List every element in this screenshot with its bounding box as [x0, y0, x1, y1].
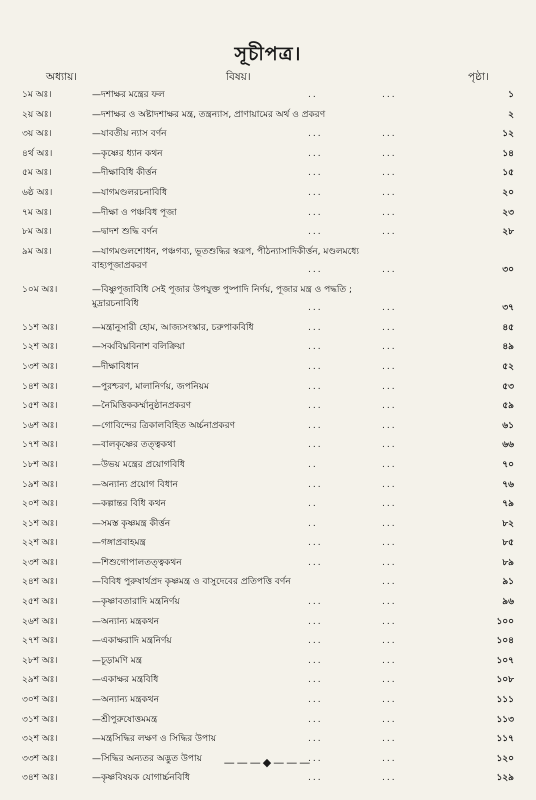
- leader-dots: ...: [308, 597, 323, 608]
- chapter-number: ১৮শ অঃ।: [22, 459, 58, 470]
- chapter-subject: —বিবিধ পুরুষার্থপ্রদ কৃষ্ণমন্ত্র ও বাসুদেবের প্রতিপত্তি বর্ণন: [92, 577, 291, 588]
- leader-dots: ...: [308, 381, 323, 392]
- chapter-subject: —সমস্ত কৃষ্ণমন্ত্র কীর্ত্তন: [92, 518, 171, 529]
- leader-dots: ...: [308, 616, 323, 627]
- page-number: ২০: [502, 187, 514, 198]
- chapter-subject: —দীক্ষা ও পঞ্চবিধ পূজা: [92, 207, 177, 218]
- leader-dots: ...: [308, 440, 323, 451]
- contents-row: [0, 769, 536, 789]
- chapter-number: ১২শ অঃ।: [22, 342, 58, 353]
- chapter-subject: —শ্রীপুরুষোত্তমমন্ত্র: [92, 714, 158, 725]
- chapter-subject: —দ্বাদশ শুদ্ধি বর্ণন: [92, 227, 158, 238]
- chapter-number: ২২শ অঃ।: [22, 538, 58, 549]
- contents-row: [0, 515, 536, 535]
- contents-row: [0, 613, 536, 633]
- chapter-subject: —কৃষ্ণাবতারাদি মন্ত্রনির্ণয়: [92, 597, 180, 608]
- page-number: ২৮: [502, 227, 514, 238]
- chapter-number: ১১শ অঃ।: [22, 322, 58, 333]
- chapter-number: ২৫শ অঃ।: [22, 597, 58, 608]
- leader-dots: ...: [308, 187, 323, 198]
- chapter-number: ৩০শ অঃ।: [22, 695, 58, 706]
- leader-dots: ...: [308, 557, 323, 568]
- contents-row: [0, 319, 536, 339]
- leader-dots: ...: [308, 148, 323, 159]
- header-page: পৃষ্ঠা।: [468, 71, 489, 83]
- page-number: ৮৯: [502, 557, 514, 568]
- chapter-subject: —গোবিন্দের ত্রিকালবিহিত অর্চ্চনাপ্রকরণ: [92, 420, 236, 431]
- leader-dots: ...: [382, 322, 397, 333]
- contents-row: [0, 417, 536, 437]
- leader-dots: ..: [308, 90, 318, 100]
- page-number: ১০৪: [496, 636, 514, 647]
- page-number: ২: [508, 109, 514, 120]
- leader-dots: ...: [382, 227, 397, 238]
- chapter-number: ২১শ অঃ।: [22, 518, 58, 529]
- leader-dots: ...: [382, 714, 397, 725]
- leader-dots: ..: [308, 459, 318, 470]
- page-number: ৩০: [502, 264, 514, 275]
- leader-dots: ...: [382, 148, 397, 159]
- leader-dots: ...: [382, 616, 397, 627]
- leader-dots: ...: [382, 401, 397, 412]
- leader-dots: ...: [382, 597, 397, 608]
- chapter-subject: —কৃষ্ণের ধ্যান কথন: [92, 148, 163, 159]
- leader-dots: ...: [308, 302, 323, 313]
- chapter-number: ৮ম অঃ।: [22, 227, 52, 238]
- chapter-subject-line2: মুদ্রারচনাবিধি: [92, 298, 139, 309]
- chapter-number: ২৬শ অঃ।: [22, 616, 58, 627]
- leader-dots: ...: [308, 675, 323, 686]
- page-number: ৭৯: [502, 499, 514, 510]
- chapter-number: ১৯শ অঃ।: [22, 479, 58, 490]
- chapter-number: ১৫শ অঃ।: [22, 401, 58, 412]
- page-number: ১২০: [496, 753, 514, 764]
- chapter-number: ২৭শ অঃ।: [22, 636, 58, 647]
- chapter-subject: —দীক্ষাবিধান: [92, 361, 139, 372]
- chapter-subject: —চূড়ামণি মন্ত্র: [92, 655, 143, 666]
- page-number: ৫২: [502, 361, 514, 372]
- header-subject: বিষয়।: [226, 71, 251, 83]
- contents-row: [0, 730, 536, 750]
- chapter-number: ১৩শ অঃ।: [22, 361, 58, 372]
- leader-dots: ...: [382, 753, 397, 764]
- page-number: ৪৯: [502, 342, 514, 353]
- page-number: ৫৩: [502, 381, 514, 392]
- chapter-subject: —একাক্ষরাদি মন্ত্রনির্ণয়: [92, 636, 172, 647]
- header-chapter: অধ্যায়।: [46, 71, 78, 83]
- chapter-number: ২৮শ অঃ।: [22, 655, 58, 666]
- chapter-subject: —উভয় মন্ত্রের প্রয়োগবিধি: [92, 459, 185, 470]
- leader-dots: ...: [382, 187, 397, 198]
- page-number: ৩৭: [502, 302, 514, 313]
- leader-dots: ...: [308, 168, 323, 179]
- contents-row: [0, 164, 536, 184]
- page-number: ৭০: [502, 459, 514, 470]
- chapter-subject-line1: —যাগমণ্ডলশোধন, পঞ্চগব্য, ভূতশুদ্ধির স্বরূপ, পীঠন্যাসাদিকীর্ত্তন, মণ্ডলমধ্যে: [92, 246, 359, 257]
- leader-dots: ..: [308, 518, 318, 529]
- chapter-subject: —দশাক্ষর মন্ত্রের ফল: [92, 90, 165, 100]
- chapter-number: ৪র্থ অঃ।: [22, 148, 53, 159]
- leader-dots: ...: [308, 264, 323, 275]
- contents-row: [0, 378, 536, 398]
- contents-row: [0, 125, 536, 145]
- leader-dots: ...: [308, 773, 323, 784]
- leader-dots: ...: [382, 459, 397, 470]
- chapter-number: ১৬শ অঃ।: [22, 420, 58, 431]
- contents-list: [0, 86, 536, 789]
- leader-dots: ...: [308, 129, 323, 140]
- contents-row: [0, 534, 536, 554]
- contents-row: [0, 223, 536, 243]
- chapter-number: ২৩শ অঃ।: [22, 557, 58, 568]
- contents-row: [0, 456, 536, 476]
- leader-dots: ...: [382, 264, 397, 275]
- chapter-number: ১৭শ অঃ।: [22, 440, 58, 451]
- chapter-number: ২য় অঃ।: [22, 109, 52, 120]
- chapter-number: ৩২শ অঃ।: [22, 734, 58, 745]
- leader-dots: ...: [382, 440, 397, 451]
- chapter-subject: —নৈমিত্তিককর্ম্মানুষ্ঠানপ্রকরণ: [92, 401, 192, 412]
- page-number: ১: [508, 90, 514, 100]
- page-number: ২৩: [502, 207, 514, 218]
- chapter-number: ১ম অঃ।: [22, 90, 52, 100]
- leader-dots: ...: [382, 129, 397, 140]
- chapter-number: ৩৪শ অঃ।: [22, 773, 58, 784]
- page-number: ১০৭: [496, 655, 514, 666]
- leader-dots: ...: [382, 479, 397, 490]
- contents-row: [0, 593, 536, 613]
- chapter-subject: —যাগমণ্ডলরচনাবিধি: [92, 187, 168, 198]
- footer-ornament: ———◆———: [223, 756, 313, 769]
- chapter-subject: —মন্ত্রসিদ্ধির লক্ষণ ও সিদ্ধির উপায়: [92, 734, 217, 745]
- chapter-number: ২৯শ অঃ।: [22, 675, 58, 686]
- leader-dots: ...: [382, 420, 397, 431]
- leader-dots: ...: [382, 361, 397, 372]
- page-number: ৯৬: [502, 597, 514, 608]
- leader-dots: ...: [382, 90, 397, 100]
- contents-row: [0, 671, 536, 691]
- page-number: ১১৭: [496, 734, 514, 745]
- chapter-number: ৯ম অঃ।: [22, 246, 52, 257]
- chapter-number: ৩১শ অঃ।: [22, 714, 58, 725]
- page-title: সূচীপত্র।: [234, 43, 302, 65]
- leader-dots: ...: [308, 753, 323, 764]
- leader-dots: ...: [308, 695, 323, 706]
- chapter-number: ১০ম অঃ।: [22, 284, 58, 295]
- leader-dots: ...: [308, 714, 323, 725]
- chapter-subject: —অন্যান্য মন্ত্রকথন: [92, 695, 159, 706]
- leader-dots: ...: [382, 207, 397, 218]
- chapter-subject: —পুরশ্চরণ, মালানির্ণয়, জপনিয়ম: [92, 381, 210, 392]
- leader-dots: ...: [308, 342, 323, 353]
- chapter-subject: —দশাক্ষর ও অষ্টাদশাক্ষর মন্ত্র, তন্ত্রন্যাস, প্রাণায়ামের অর্থ ও প্রকরণ: [92, 109, 326, 120]
- chapter-subject: —বালকৃষ্ণের তত্ত্বকথা: [92, 440, 176, 451]
- contents-row: [0, 243, 536, 281]
- contents-row: [0, 86, 536, 106]
- leader-dots: ...: [382, 302, 397, 313]
- leader-dots: ...: [382, 577, 397, 588]
- contents-row: [0, 711, 536, 731]
- contents-row: [0, 554, 536, 574]
- leader-dots: ...: [382, 381, 397, 392]
- contents-row: [0, 338, 536, 358]
- chapter-subject: —যাবতীয় ন্যাস বর্ণন: [92, 129, 167, 140]
- chapter-number: ৩য় অঃ।: [22, 129, 52, 140]
- chapter-subject: —সর্ব্ববিঘ্নবিনাশ বলিক্রিয়া: [92, 342, 185, 353]
- leader-dots: ...: [382, 342, 397, 353]
- page-number: ৬৬: [502, 440, 514, 451]
- contents-row: [0, 204, 536, 224]
- chapter-subject: —অন্যান্য মন্ত্রকথন: [92, 616, 159, 627]
- leader-dots: ...: [308, 636, 323, 647]
- chapter-subject: —অন্যান্য প্রয়োগ বিধান: [92, 479, 178, 490]
- page-number: ১২: [502, 129, 514, 140]
- leader-dots: ...: [308, 322, 323, 333]
- chapter-subject: —সিদ্ধির অন্যতর অদ্ভুত উপায়: [92, 753, 202, 764]
- chapter-number: ৫ম অঃ।: [22, 168, 52, 179]
- chapter-subject: —মন্ত্রানুসারী হোম, আজ্যসংস্কার, চরুপাকবিধি: [92, 322, 254, 333]
- page-number: ১০৮: [496, 675, 514, 686]
- chapter-number: ১৪শ অঃ।: [22, 381, 58, 392]
- page-number: ৯১: [502, 577, 514, 588]
- page-number: ৮৫: [502, 538, 514, 549]
- leader-dots: ...: [308, 655, 323, 666]
- chapter-subject: —কল্পান্তর বিধি কথন: [92, 499, 166, 510]
- contents-row: [0, 358, 536, 378]
- contents-row: [0, 184, 536, 204]
- leader-dots: ...: [308, 479, 323, 490]
- leader-dots: ...: [308, 361, 323, 372]
- chapter-subject-line2: বাহ্যপূজাপ্রকরণ: [92, 260, 148, 271]
- leader-dots: ...: [308, 227, 323, 238]
- page-number: ৫৯: [502, 401, 514, 412]
- leader-dots: ...: [382, 518, 397, 529]
- page-number: ১১১: [496, 695, 514, 706]
- chapter-subject: —দীক্ষাবিধি কীর্ত্তন: [92, 168, 157, 179]
- page-number: ৭৬: [502, 479, 514, 490]
- page-number: ১২৯: [496, 773, 514, 784]
- leader-dots: ...: [382, 499, 397, 510]
- contents-row: [0, 691, 536, 711]
- leader-dots: ...: [382, 538, 397, 549]
- page-number: ৪৫: [502, 322, 514, 333]
- page-number: ৬১: [502, 420, 514, 431]
- chapter-number: ৩৩শ অঃ।: [22, 753, 58, 764]
- contents-row: [0, 436, 536, 456]
- leader-dots: ...: [382, 168, 397, 179]
- chapter-subject: —একাক্ষর মন্ত্রবিধি: [92, 675, 159, 686]
- leader-dots: ...: [382, 675, 397, 686]
- contents-row: [0, 145, 536, 165]
- contents-row: [0, 652, 536, 672]
- chapter-subject: —গঙ্গাপ্রবাহমন্ত্র: [92, 538, 146, 549]
- leader-dots: ..: [308, 499, 318, 510]
- leader-dots: ...: [308, 734, 323, 745]
- contents-row: [0, 106, 536, 126]
- page-number: ১৪: [502, 148, 514, 159]
- leader-dots: ...: [382, 557, 397, 568]
- chapter-subject: —কৃষ্ণবিষয়ক যোগার্চ্চনবিধি: [92, 773, 190, 784]
- leader-dots: ...: [308, 207, 323, 218]
- chapter-subject-line1: —বিষ্ণুপূজাবিধি সেই পূজার উপযুক্ত পুষ্পাদি নির্ণয়, পূজার মন্ত্র ও পদ্ধতি ;: [92, 284, 353, 295]
- contents-row: [0, 397, 536, 417]
- contents-row: [0, 495, 536, 515]
- contents-row: [0, 476, 536, 496]
- leader-dots: ...: [382, 636, 397, 647]
- page-number: ১০০: [496, 616, 514, 627]
- page-number: ১১৩: [496, 714, 514, 725]
- leader-dots: ...: [382, 655, 397, 666]
- leader-dots: ...: [382, 773, 397, 784]
- chapter-number: ৬ষ্ঠ অঃ।: [22, 187, 53, 198]
- contents-row: [0, 632, 536, 652]
- page-number: ১৫: [502, 168, 514, 179]
- leader-dots: ...: [308, 401, 323, 412]
- leader-dots: ...: [382, 734, 397, 745]
- chapter-number: ২৪শ অঃ।: [22, 577, 58, 588]
- leader-dots: ...: [308, 538, 323, 549]
- chapter-subject: —শিশুগোপালতত্ত্বকথন: [92, 557, 182, 568]
- chapter-number: ২০শ অঃ।: [22, 499, 58, 510]
- contents-row: [0, 573, 536, 593]
- leader-dots: ...: [382, 695, 397, 706]
- contents-row: [0, 281, 536, 319]
- page-number: ৮২: [502, 518, 514, 529]
- chapter-number: ৭ম অঃ।: [22, 207, 52, 218]
- leader-dots: ...: [308, 420, 323, 431]
